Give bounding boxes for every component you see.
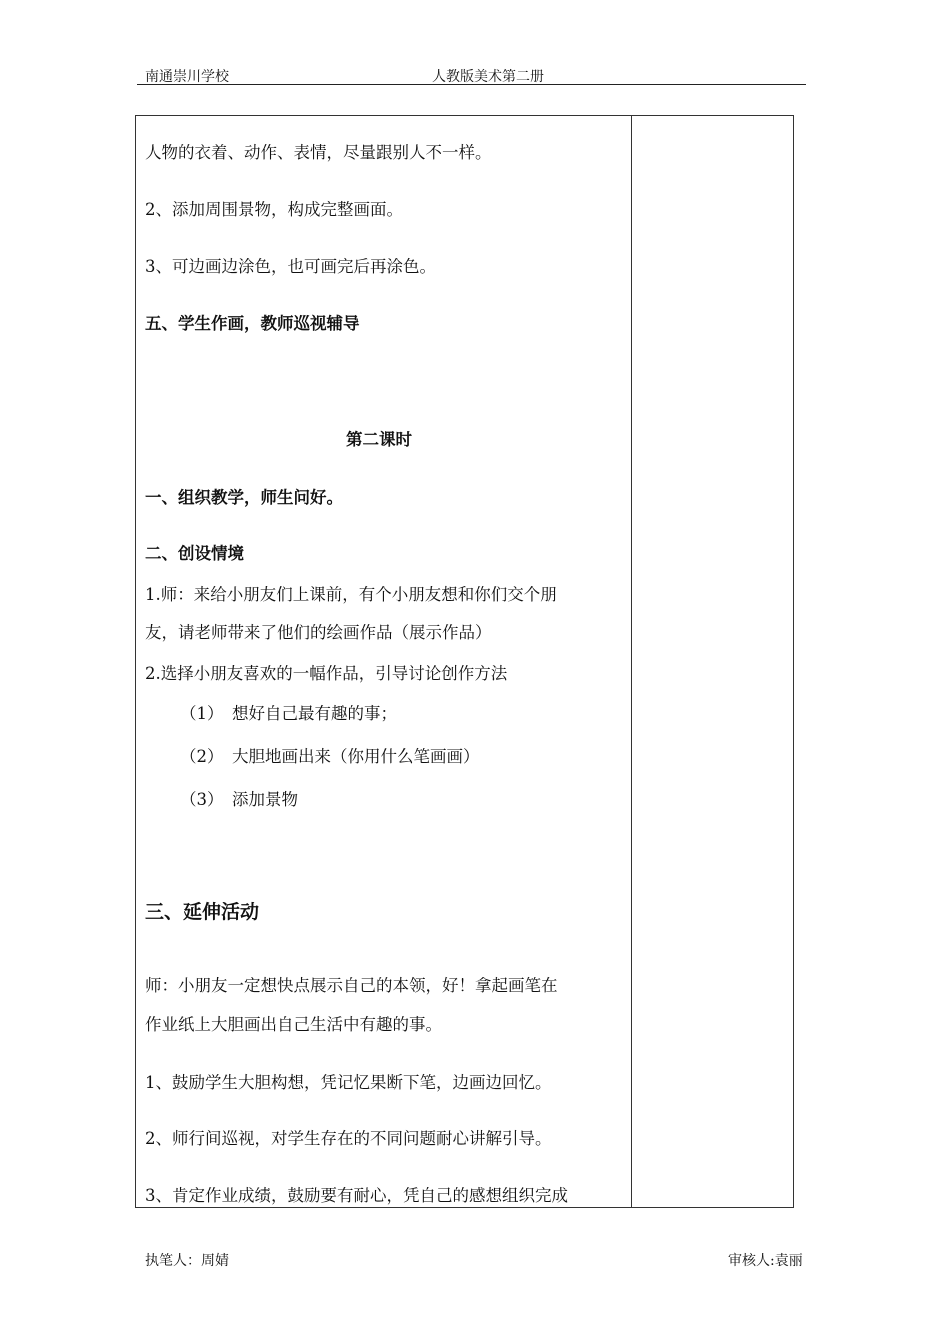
item-1-line-2: 友，请老师带来了他们的绘画作品（展示作品） <box>145 623 492 642</box>
sub-item-text: 添加景物 <box>232 790 298 809</box>
teacher-line-1: 师：小朋友一定想快点展示自己的本领，好！拿起画笔在 <box>145 976 558 995</box>
header-school: 南通崇川学校 <box>145 69 229 85</box>
section-5-heading: 五、学生作画，教师巡视辅导 <box>145 314 360 333</box>
section-2-heading: 二、创设情境 <box>145 544 244 563</box>
step-3: 3、肯定作业成绩，鼓励要有耐心，凭自己的感想组织完成 <box>145 1186 568 1205</box>
sub-item-2 <box>180 749 480 766</box>
step-1: 1、鼓励学生大胆构想，凭记忆果断下笔，边画边回忆。 <box>145 1073 552 1092</box>
content-line-3: 3、可边画边涂色，也可画完后再涂色。 <box>145 257 436 276</box>
item-1-line-1: 1.师：来给小朋友们上课前，有个小朋友想和你们交个朋 <box>145 585 557 604</box>
teacher-line-2: 作业纸上大胆画出自己生活中有趣的事。 <box>145 1015 442 1034</box>
header-rule <box>137 84 806 85</box>
footer-author: 执笔人：周婧 <box>145 1253 229 1269</box>
section-1-heading: 一、组织教学，师生问好。 <box>145 488 343 507</box>
sub-item-label: （1） <box>180 704 224 723</box>
content-line-2: 2、添加周围景物，构成完整画面。 <box>145 200 403 219</box>
table-column-divider <box>631 116 632 1207</box>
header-textbook: 人教版美术第二册 <box>432 69 544 85</box>
step-2: 2、师行间巡视，对学生存在的不同问题耐心讲解引导。 <box>145 1129 552 1148</box>
content-line-1: 人物的衣着、动作、表情，尽量跟别人不一样。 <box>145 143 492 162</box>
sub-item-3 <box>180 792 298 809</box>
sub-item-text: 大胆地画出来（你用什么笔画画） <box>232 747 480 766</box>
section-3-heading: 三、延伸活动 <box>145 901 260 923</box>
sub-item-label: （3） <box>180 790 224 809</box>
lesson-table <box>135 115 794 1208</box>
sub-item-text: 想好自己最有趣的事； <box>232 704 397 723</box>
item-2: 2.选择小朋友喜欢的一幅作品，引导讨论创作方法 <box>145 664 508 683</box>
footer-reviewer: 审核人:袁丽 <box>728 1253 803 1269</box>
sub-item-1 <box>180 706 397 723</box>
lesson-2-title: 第二课时 <box>346 430 412 449</box>
sub-item-label: （2） <box>180 747 224 766</box>
